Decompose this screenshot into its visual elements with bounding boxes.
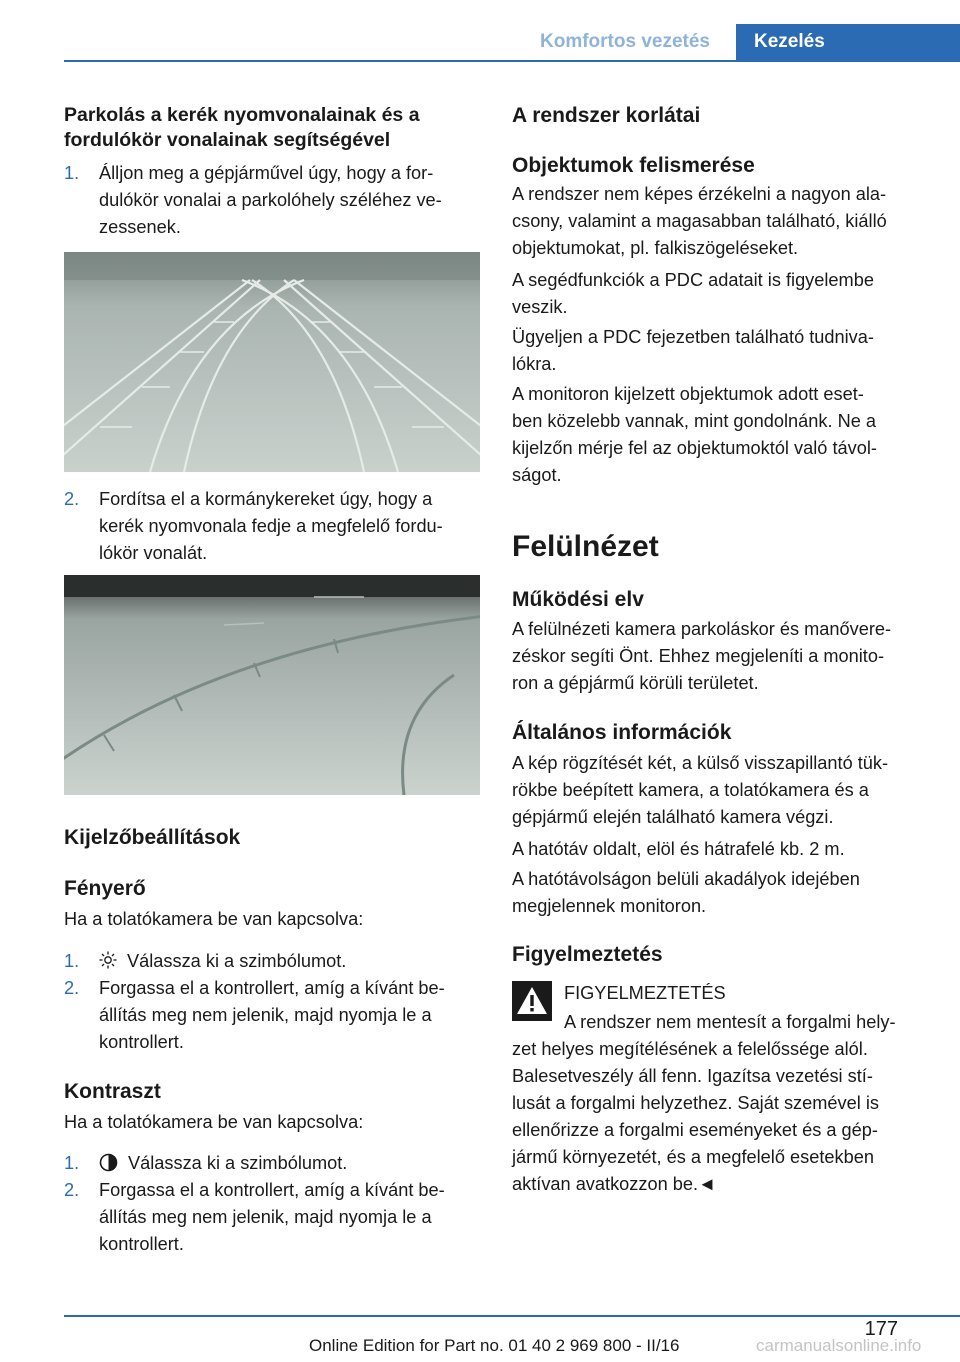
text-line: ellenőrizze a forgalmi eseményeket és a gép- [512,1120,878,1140]
contrast-intro: Ha a tolatókamera be van kapcsolva: [64,1112,364,1132]
page-number: 177 [864,1318,898,1340]
paragraph-distance [512,381,877,489]
warning-title: FIGYELMEZTETÉS [564,983,726,1003]
text-line: ron a gépjármű körüli területet. [512,673,759,693]
footer-rule [64,1315,960,1317]
step-text-line: dulókör vonalai a parkolóhely széléhez ve- [99,190,442,210]
step-text-line: Álljon meg a gépjárművel úgy, hogy a for- [99,163,434,183]
text-line: ságot. [512,465,562,485]
text-line: zéskor segíti Önt. Ehhez megjeleníti a monito- [512,646,885,666]
paragraph-cameras [512,750,888,831]
heading-warning: Figyelmeztetés [512,943,663,966]
warning-body [512,1036,879,1198]
contrast-icon [99,1153,118,1172]
step-number: 2. [64,1180,80,1200]
heading-object-detection: Objektumok felismerése [512,154,755,177]
step-number: 1. [64,163,80,183]
header-rule [64,60,960,62]
step-number: 1. [64,951,80,971]
heading-parking-lines-2: fordulókör vonalainak segítségével [64,129,391,151]
heading-contrast: Kontraszt [64,1080,161,1103]
watermark: carmanualsonline.info [756,1336,922,1355]
text-line: megjelennek monitoron. [512,896,707,916]
step-number: 2. [64,489,80,509]
text-line: lókra. [512,354,557,374]
text-line: gépjármű elején található kamera végzi. [512,807,834,827]
header-section-label: Komfortos vezetés [540,31,710,52]
step-1 [64,160,482,241]
text-line: Balesetveszély áll fenn. Igazítsa vezetési stí- [512,1066,873,1086]
text-line: ben közelebb vannak, mint gondolnánk. Ne a [512,411,876,431]
heading-brightness: Fényerő [64,877,146,900]
paragraph-obstacles [512,866,860,920]
step-text-line: Fordítsa el a kormánykereket úgy, hogy a [99,489,433,509]
heading-parking-lines-1: Parkolás a kerék nyomvonalainak és a [64,104,420,126]
text-line: A monitoron kijelzett objektumok adott eset- [512,384,864,404]
brightness-sun-icon [99,951,117,969]
paragraph-detection [512,181,887,262]
text-line: Ügyeljen a PDC fejezetben található tudniva- [512,327,874,347]
step-text-line: lókör vonalát. [99,543,208,563]
text-line: A hatótáv oldalt, elöl és hátrafelé kb. 2 m. [512,839,845,859]
camera-image-turning-circle [64,575,480,795]
text-line: A rendszer nem képes érzékelni a nagyon ala- [512,184,887,204]
heading-top-view: Felülnézet [512,530,659,563]
brightness-step-2 [64,975,482,1056]
step-text: Válassza ki a szimbólumot. [128,1153,348,1173]
text-line: jármű környezetét, és a megfelelő esetekben [512,1147,874,1167]
heading-display-settings: Kijelzőbeállítások [64,826,241,849]
edition-note: Online Edition for Part no. 01 40 2 969 800 - II/16 [309,1336,680,1355]
step-text-line: állítás meg nem jelenik, majd nyomja le a [99,1005,432,1025]
step-text: Válassza ki a szimbólumot. [127,951,347,971]
warning-first-line: A rendszer nem mentesít a forgalmi hely- [564,1012,896,1032]
step-number: 2. [64,978,80,998]
text-line: zet helyes megítélésének a felelőssége alól. [512,1039,868,1059]
step-text-line: állítás meg nem jelenik, majd nyomja le a [99,1207,432,1227]
text-line: objektumokat, pl. falkiszögeléseket. [512,238,799,258]
heading-principle: Működési elv [512,588,644,611]
paragraph-pdc [512,267,874,321]
step-number: 1. [64,1153,80,1173]
text-line: A kép rögzítését két, a külső visszapillantó tük- [512,753,889,773]
step-text-line: kontrollert. [99,1234,184,1254]
paragraph-pdc-chapter [512,324,874,378]
step-text-line: kerék nyomvonala fedje a megfelelő fordu- [99,516,443,536]
contrast-step-2 [64,1177,482,1258]
step-text-line: Forgassa el a kontrollert, amíg a kívánt be- [99,1180,445,1200]
step-text-line: Forgassa el a kontrollert, amíg a kívánt be- [99,978,445,998]
text-line: veszik. [512,297,568,317]
brightness-intro: Ha a tolatókamera be van kapcsolva: [64,909,364,929]
warning-triangle-icon [512,981,552,1021]
page-header [0,0,960,62]
text-line: lusát a forgalmi helyzethez. Saját szemével is [512,1093,879,1113]
step-text-line: kontrollert. [99,1032,184,1052]
paragraph-range [512,836,845,863]
text-line: aktívan avatkozzon be.◄ [512,1174,717,1194]
contrast-step-1 [64,1150,482,1177]
heading-system-limits: A rendszer korlátai [512,104,701,127]
camera-image-parking-lines [64,252,480,472]
text-line: kijelzőn mérje fel az objektumoktól való távol- [512,438,877,458]
heading-general-info: Általános információk [512,721,732,744]
step-text-line: zessenek. [99,217,181,237]
header-chapter-tab: Kezelés [736,24,960,60]
step-2 [64,486,482,567]
text-line: csony, valamint a magasabban található, kiálló [512,211,887,231]
brightness-step-1 [64,948,482,975]
paragraph-principle [512,616,891,697]
text-line: rökbe beépített kamera, a tolatókamera és a [512,780,869,800]
text-line: A felülnézeti kamera parkoláskor és manővere- [512,619,892,639]
text-line: A segédfunkciók a PDC adatait is figyelembe [512,270,874,290]
text-line: A hatótávolságon belüli akadályok idejében [512,869,860,889]
